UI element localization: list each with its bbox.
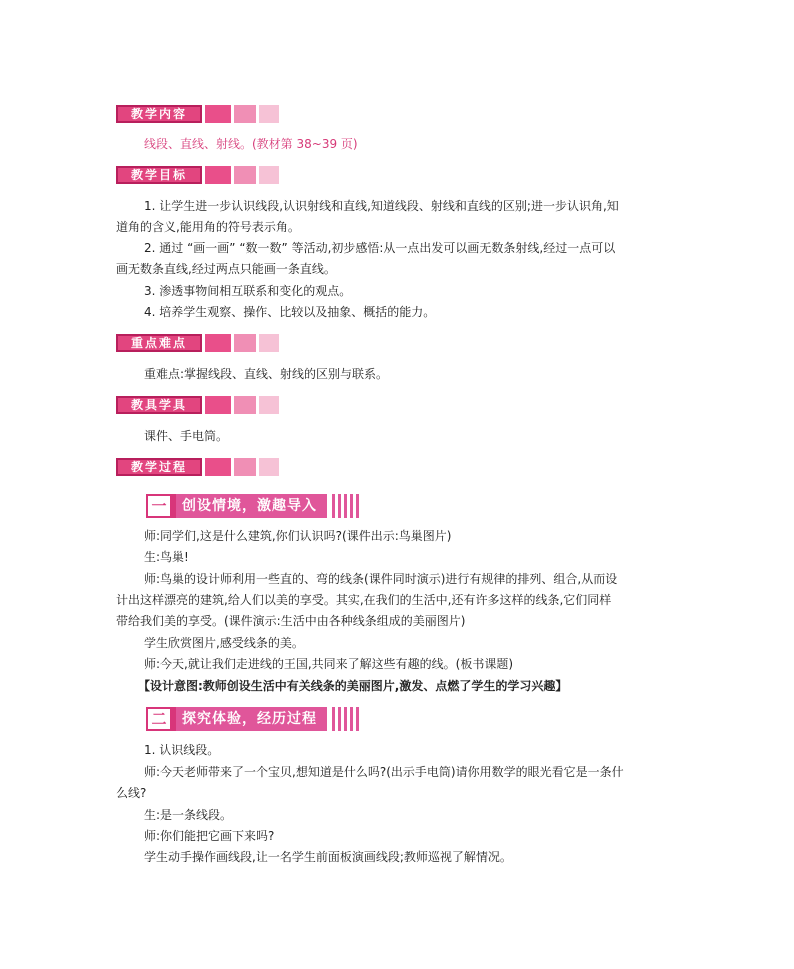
section-label: 教学内容: [116, 105, 202, 123]
process-line: 师:今天老师带来了一个宝贝,想知道是什么吗?(出示手电筒)请你用数学的眼光看它是一条什: [144, 765, 624, 779]
process-line: 1. 认识线段。: [144, 743, 220, 757]
section-header-goals: [116, 166, 279, 184]
decor-stripes: [329, 707, 359, 731]
section-label: 教学目标: [116, 166, 202, 184]
section-label: 教具学具: [116, 396, 202, 414]
subsection-header-1: [146, 494, 359, 518]
subsection-title: 创设情境，激趣导入: [176, 494, 327, 518]
process-line: 师:你们能把它画下来吗?: [144, 829, 275, 843]
section-label: 重点难点: [116, 334, 202, 352]
subsection-number: 二: [146, 707, 172, 731]
process-line: 生:鸟巢!: [144, 550, 189, 564]
decor-block: [205, 396, 231, 414]
section-header-content: [116, 105, 279, 123]
decor-block: [234, 334, 256, 352]
goal-line: 画无数条直线,经过两点只能画一条直线。: [116, 262, 336, 276]
subsection-number: 一: [146, 494, 172, 518]
section-header-tools: [116, 396, 279, 414]
decor-block: [259, 396, 279, 414]
goal-line: 4. 培养学生观察、操作、比较以及抽象、概括的能力。: [144, 305, 436, 319]
decor-block: [234, 396, 256, 414]
section-header-key: [116, 334, 279, 352]
subsection-title: 探究体验，经历过程: [176, 707, 327, 731]
tools-text: 课件、手电筒。: [144, 429, 229, 443]
decor-block: [205, 334, 231, 352]
process-line: 生:是一条线段。: [144, 808, 233, 822]
process-line: 师:鸟巢的设计师利用一些直的、弯的线条(课件同时演示)进行有规律的排列、组合,从而设: [144, 572, 618, 586]
goal-line: 3. 渗透事物间相互联系和变化的观点。: [144, 284, 352, 298]
section-label: 教学过程: [116, 458, 202, 476]
section-header-process: [116, 458, 279, 476]
process-line: 学生欣赏图片,感受线条的美。: [144, 636, 304, 650]
decor-block: [205, 105, 231, 123]
subsection-header-2: [146, 707, 359, 731]
key-text: 重难点:掌握线段、直线、射线的区别与联系。: [144, 367, 389, 381]
decor-block: [259, 334, 279, 352]
decor-block: [234, 458, 256, 476]
decor-block: [205, 458, 231, 476]
process-line: 计出这样漂亮的建筑,给人们以美的享受。其实,在我们的生活中,还有许多这样的线条,它们同样: [116, 593, 612, 607]
process-line: 师:同学们,这是什么建筑,你们认识吗?(课件出示:鸟巢图片): [144, 529, 452, 543]
process-line: 么线?: [116, 786, 147, 800]
design-intent-note: 【设计意图:教师创设生活中有关线条的美丽图片,激发、点燃了学生的学习兴趣】: [138, 679, 568, 693]
process-line: 师:今天,就让我们走进线的王国,共同来了解这些有趣的线。(板书课题): [144, 657, 514, 671]
process-line: 学生动手操作画线段,让一名学生前面板演画线段;教师巡视了解情况。: [144, 850, 512, 864]
decor-block: [205, 166, 231, 184]
goal-line: 1. 让学生进一步认识线段,认识射线和直线,知道线段、射线和直线的区别;进一步认识角,知: [144, 199, 619, 213]
content-text: 线段、直线、射线。(教材第 38~39 页): [144, 137, 358, 151]
decor-block: [234, 105, 256, 123]
process-line: 带给我们美的享受。(课件演示:生活中由各种线条组成的美丽图片): [116, 614, 466, 628]
decor-block: [259, 166, 279, 184]
goal-line: 道角的含义,能用角的符号表示角。: [116, 220, 300, 234]
decor-stripes: [329, 494, 359, 518]
decor-block: [234, 166, 256, 184]
decor-block: [259, 105, 279, 123]
goal-line: 2. 通过 “画一画” “数一数” 等活动,初步感悟:从一点出发可以画无数条射线,经过一点可以: [144, 241, 616, 255]
decor-block: [259, 458, 279, 476]
